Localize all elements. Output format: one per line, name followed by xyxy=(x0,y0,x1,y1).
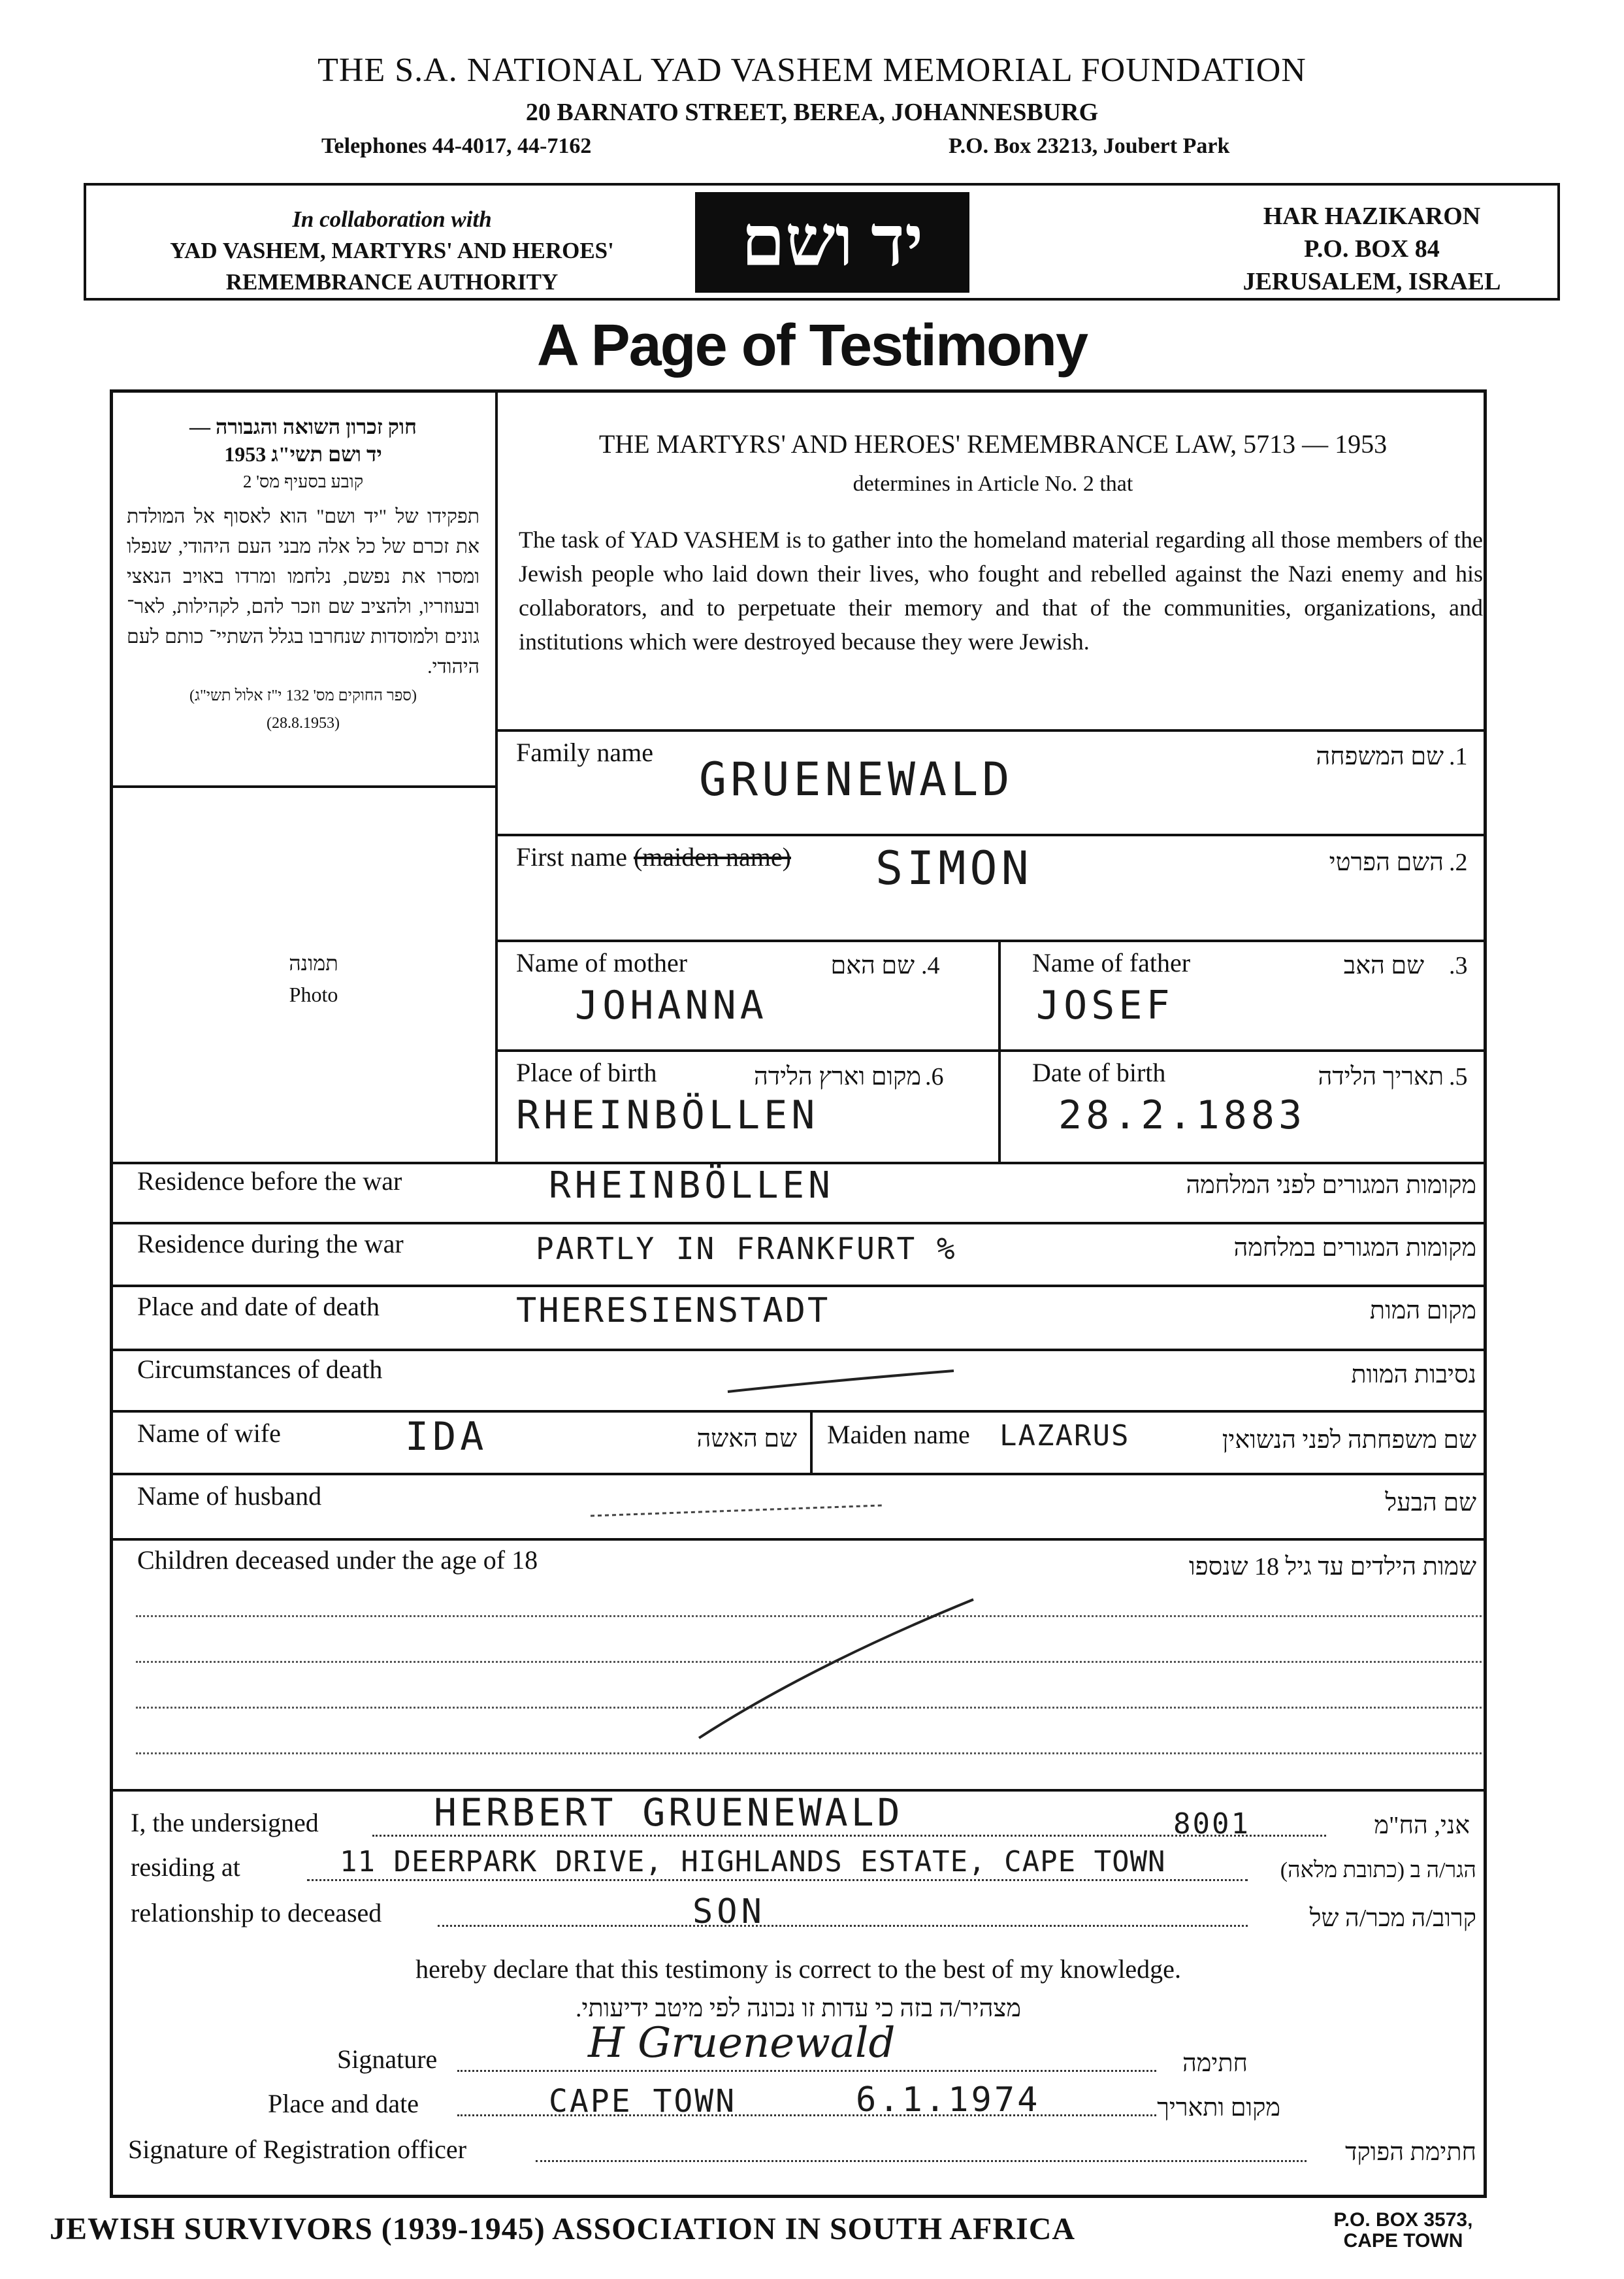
father-num: .3 xyxy=(1449,952,1468,979)
place-value[interactable]: CAPE TOWN xyxy=(549,2083,737,2120)
law-en-body: The task of YAD VASHEM is to gather into the homeland material regarding all those members of the Jewish people who laid down their lives, who fought and rebelled against the Nazi enemy and his collaborators, and to perpetuate their memory and that of the communities, organizations, and institutions which were destroyed because they were Jewish. xyxy=(519,527,1483,655)
mother-label-he: שם האם xyxy=(830,952,915,979)
photo-label-en: Photo xyxy=(289,983,338,1006)
divider-death-place xyxy=(110,1285,1487,1287)
divider-first-top xyxy=(495,834,1487,836)
divider-law-photo xyxy=(110,785,496,788)
divider-residence-during xyxy=(110,1222,1487,1224)
family-name-label: Family name xyxy=(516,738,653,767)
law-he-date: (28.8.1953) xyxy=(267,715,340,732)
divider-wife xyxy=(110,1410,1487,1413)
death-circumstances-label-he: נסיבות המוות xyxy=(1351,1361,1476,1388)
org-telephones: Telephones 44-4017, 44-7162 xyxy=(321,134,592,158)
law-he-body: תפקידו של "יד ושם" הוא לאסוף אל המולדת את זכרם של כל אלה מבני העם היהודי, שנפלו ומסרו את נפשם, נלחמו ומרדו באויב הנאצי ובעוזריו, ולהציב שם וזכר להם, לקהילות, לאר־ גונים ולמוסדות שנחרבו בגלל השתיי־ כותם לעם היהודי. xyxy=(127,506,479,678)
org-po-box: P.O. Box 23213, Joubert Park xyxy=(949,134,1230,158)
residing-line xyxy=(307,1879,1248,1881)
undersigned-label-he: אני, הח"מ xyxy=(1374,1812,1470,1839)
father-label-he: שם האב xyxy=(1343,952,1424,979)
first-name-value[interactable]: SIMON xyxy=(875,842,1033,895)
collaboration-right xyxy=(1202,200,1542,298)
relationship-value[interactable]: SON xyxy=(692,1892,766,1931)
children-label-he: שמות הילדים עד גיל 18 שנספו xyxy=(1189,1553,1476,1581)
divider-death-circ xyxy=(110,1349,1487,1351)
statement-en: hereby declare that this testimony is correct to the best of my knowledge. xyxy=(415,1954,1181,1984)
wife-label: Name of wife xyxy=(137,1418,281,1448)
photo-label xyxy=(274,947,353,1010)
residence-before-label: Residence before the war xyxy=(137,1166,402,1196)
page-title: A Page of Testimony xyxy=(536,313,1088,378)
wife-label-he: שם האשה xyxy=(696,1425,797,1452)
org-name: THE S.A. NATIONAL YAD VASHEM MEMORIAL FOUNDATION xyxy=(317,52,1307,89)
residence-during-value[interactable]: PARTLY IN FRANKFURT % xyxy=(536,1231,957,1266)
death-circumstances-dash xyxy=(725,1359,960,1398)
first-name-label xyxy=(516,842,791,872)
org-address: 20 BARNATO STREET, BEREA, JOHANNESBURG xyxy=(525,99,1099,126)
death-place-label-he: מקום המות xyxy=(1369,1297,1476,1324)
residence-during-label-he: מקומות המגורים במלחמה xyxy=(1233,1234,1476,1262)
footer-pobox-line2: CAPE TOWN xyxy=(1343,2230,1463,2252)
collaboration-left xyxy=(105,204,679,298)
divider-children xyxy=(110,1538,1487,1541)
death-circumstances-label: Circumstances of death xyxy=(137,1354,383,1384)
first-name-label-struck: (maiden name) xyxy=(633,842,791,872)
photo-label-he: תמונה xyxy=(289,951,338,975)
collaboration-intro: In collaboration with xyxy=(292,206,492,232)
first-name-label-he: השם הפרטי xyxy=(1329,849,1444,876)
law-hebrew xyxy=(127,413,479,737)
divider-law-column xyxy=(495,389,498,1164)
residence-during-label: Residence during the war xyxy=(137,1229,404,1258)
husband-label: Name of husband xyxy=(137,1481,322,1511)
father-value[interactable]: JOSEF xyxy=(1036,983,1174,1028)
collaboration-right-line3: JERUSALEM, ISRAEL xyxy=(1242,268,1501,295)
birth-date-num: .5 xyxy=(1449,1063,1468,1090)
law-he-ref: (ספר החוקים מס' 132 י"ז אלול תשי"ג) xyxy=(189,687,417,704)
collaboration-line2: REMEMBRANCE AUTHORITY xyxy=(225,269,559,295)
relationship-line xyxy=(438,1925,1248,1927)
divider-husband xyxy=(110,1473,1487,1475)
footer-pobox xyxy=(1318,2210,1488,2252)
mother-value[interactable]: JOHANNA xyxy=(575,983,768,1028)
family-name-value[interactable]: GRUENEWALD xyxy=(699,753,1014,806)
birth-place-label-he: מקום וארץ הלידה xyxy=(753,1063,921,1090)
law-he-title3: קובע בסעיף מס' 2 xyxy=(242,472,364,491)
postcode-value[interactable]: 8001 xyxy=(1173,1807,1250,1841)
birth-date-value[interactable]: 28.2.1883 xyxy=(1058,1092,1307,1138)
birth-place-value[interactable]: RHEINBÖLLEN xyxy=(516,1092,819,1138)
law-he-title1: חוק זכרון השואה והגבורה — xyxy=(189,415,417,438)
family-name-num: .1 xyxy=(1449,743,1468,770)
birth-place-num: .6 xyxy=(925,1063,944,1090)
first-name-label-text: First name xyxy=(516,842,627,872)
law-en-title: THE MARTYRS' AND HEROES' REMEMBRANCE LAW, 5713 — 1953 xyxy=(598,429,1388,459)
residing-value[interactable]: 11 DEERPARK DRIVE, HIGHLANDS ESTATE, CAPE TOWN xyxy=(340,1845,1166,1878)
signature-label: Signature xyxy=(337,2044,438,2074)
divider-family-top xyxy=(495,729,1487,732)
place-date-label: Place and date xyxy=(268,2089,419,2118)
signature-value[interactable]: H Gruenewald xyxy=(588,2019,896,2067)
date-value[interactable]: 6.1.1974 xyxy=(856,2080,1041,2120)
children-line[interactable] xyxy=(136,1752,1482,1754)
yad-vashem-logo: יד ושם xyxy=(695,192,969,293)
mother-num: .4 xyxy=(921,952,940,979)
collaboration-right-line1: HAR HAZIKARON xyxy=(1263,203,1481,230)
residence-before-value[interactable]: RHEINBÖLLEN xyxy=(549,1164,834,1207)
husband-label-he: שם הבעל xyxy=(1385,1489,1476,1517)
collaboration-right-line2: P.O. BOX 84 xyxy=(1304,235,1440,263)
children-label: Children deceased under the age of 18 xyxy=(137,1545,538,1575)
maiden-name-value[interactable]: LAZARUS xyxy=(999,1419,1130,1452)
wife-value[interactable]: IDA xyxy=(405,1414,488,1460)
place-date-label-he: מקום ותאריך xyxy=(1157,2094,1280,2122)
signature-line xyxy=(457,2070,1156,2072)
statement-he: מצהיר/ה בזה כי עדות זו נכונה לפי מיטב ידיעותי. xyxy=(576,1995,1021,2022)
maiden-name-label: Maiden name xyxy=(827,1420,970,1449)
divider-parents-mid xyxy=(998,940,1001,1164)
husband-dash xyxy=(588,1496,888,1522)
first-name-num: .2 xyxy=(1449,849,1468,876)
children-slash xyxy=(692,1594,980,1751)
maiden-name-label-he: שם משפחתה לפני הנשואין xyxy=(1222,1426,1476,1454)
law-he-title2: יד ושם תשי"ג 1953 xyxy=(224,442,382,466)
residing-label: residing at xyxy=(131,1852,240,1882)
father-label: Name of father xyxy=(1032,948,1191,977)
residing-label-he: הגר/ה ב (כתובת מלאה) xyxy=(1280,1858,1476,1882)
birth-date-label: Date of birth xyxy=(1032,1058,1166,1087)
footer-pobox-line1: P.O. BOX 3573, xyxy=(1333,2209,1473,2231)
officer-line[interactable] xyxy=(536,2160,1307,2162)
relationship-label-he: קרוב/ה מכר/ה של xyxy=(1309,1905,1476,1932)
collaboration-line1: YAD VASHEM, MARTYRS' AND HEROES' xyxy=(170,238,614,263)
divider-parents-top xyxy=(495,940,1487,942)
officer-label: Signature of Registration officer xyxy=(128,2135,467,2164)
birth-place-label: Place of birth xyxy=(516,1058,657,1087)
law-en-subtitle: determines in Article No. 2 that xyxy=(853,472,1133,496)
death-place-value[interactable]: THERESIENSTADT xyxy=(516,1291,830,1330)
family-name-label-he: שם המשפחה xyxy=(1316,743,1444,770)
death-place-label: Place and date of death xyxy=(137,1292,380,1321)
relationship-label: relationship to deceased xyxy=(131,1898,382,1927)
footer-association: JEWISH SURVIVORS (1939-1945) ASSOCIATION IN SOUTH AFRICA xyxy=(50,2212,1076,2246)
residence-before-label-he: מקומות המגורים לפני המלחמה xyxy=(1186,1172,1476,1199)
birth-date-label-he: תאריך הלידה xyxy=(1318,1063,1444,1090)
undersigned-label: I, the undersigned xyxy=(131,1808,319,1837)
divider-wife-mid xyxy=(810,1410,813,1475)
undersigned-value[interactable]: HERBERT GRUENEWALD xyxy=(434,1790,903,1835)
divider-birth-top xyxy=(495,1049,1487,1052)
signature-label-he: חתימה xyxy=(1182,2050,1248,2077)
officer-label-he: חתימת הפוקד xyxy=(1345,2139,1476,2166)
mother-label: Name of mother xyxy=(516,948,688,977)
